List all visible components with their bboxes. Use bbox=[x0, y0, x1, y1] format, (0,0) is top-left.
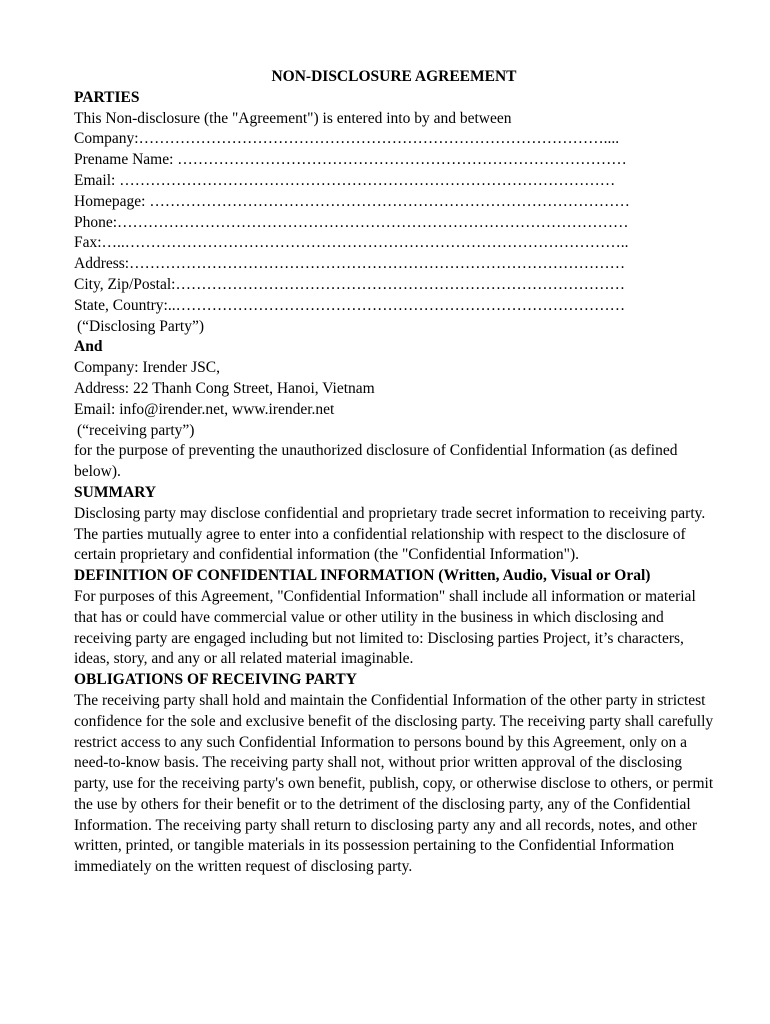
field-email: Email: …………………………………………………………………………………… bbox=[74, 171, 616, 189]
parties-heading: PARTIES bbox=[74, 88, 140, 106]
document-title: NON-DISCLOSURE AGREEMENT bbox=[271, 68, 517, 85]
field-homepage: Homepage: ………………………………………………………………………………… bbox=[74, 192, 630, 210]
receiving-address: Address: 22 Thanh Cong Street, Hanoi, Vietnam bbox=[74, 379, 375, 397]
disclosing-party-label: (“Disclosing Party”) bbox=[77, 317, 204, 335]
field-fax: Fax:…..…………………………………………………………………………………….. bbox=[74, 234, 629, 252]
field-address: Address:…………………………………………………………………………………… bbox=[74, 255, 626, 273]
document-page bbox=[74, 67, 714, 878]
purpose-text: for the purpose of preventing the unauthorized disclosure of Confidential Information (as defined below). bbox=[74, 442, 678, 481]
receiving-company: Company: Irender JSC, bbox=[74, 359, 220, 377]
definition-heading: DEFINITION OF CONFIDENTIAL INFORMATION (Written, Audio, Visual or Oral) bbox=[74, 567, 651, 585]
field-state-country: State, Country:..…………………………………………………………………………… bbox=[74, 296, 626, 314]
parties-intro: This Non-disclosure (the "Agreement") is entered into by and between bbox=[74, 109, 512, 127]
obligations-heading: OBLIGATIONS OF RECEIVING PARTY bbox=[74, 671, 357, 689]
summary-text: Disclosing party may disclose confidential and proprietary trade secret information to receiving party. The parties mutually agree to enter into a confidential relationship with respect to the disclosure of certain proprietary and confidential information (the "Confidential Information"). bbox=[74, 504, 706, 564]
definition-text: For purposes of this Agreement, "Confidential Information" shall include all information or material that has or could have commercial value or other utility in the business in which disclosing and receiving party are engaged including but not limited to: Disclosing parties Project, it’s characters, ideas, story, and any or all related material imaginable. bbox=[74, 587, 696, 668]
field-phone: Phone:……………………………………………………………………………………… bbox=[74, 213, 629, 231]
field-city-zip: City, Zip/Postal:…………………………………………………………………………… bbox=[74, 275, 625, 293]
field-company: Company:……………………………………………………………………………….... bbox=[74, 130, 620, 148]
field-prename-name: Prename Name: …………………………………………………………………………… bbox=[74, 151, 627, 169]
obligations-text: The receiving party shall hold and maintain the Confidential Information of the other party in strictest confidence for the sole and exclusive benefit of the disclosing party. The receiving party shall carefully restrict access to any such Confidential Information to persons bound by this Agreement, only on a need-to-know basis. The receiving party shall not, without prior written approval of the disclosing party, use for the receiving party's own benefit, publish, copy, or otherwise disclose to others, or permit the use by others for their benefit or to the detriment of the disclosing party, any of the Confidential Information. The receiving party shall return to disclosing party any and all records, notes, and other written, printed, or tangible materials in its possession pertaining to the Confidential Information immediately on the written request of disclosing party. bbox=[74, 691, 714, 876]
receiving-email: Email: info@irender.net, www.irender.net bbox=[74, 400, 335, 418]
and-label: And bbox=[74, 338, 103, 356]
summary-heading: SUMMARY bbox=[74, 483, 157, 501]
receiving-party-label: (“receiving party”) bbox=[77, 421, 195, 439]
